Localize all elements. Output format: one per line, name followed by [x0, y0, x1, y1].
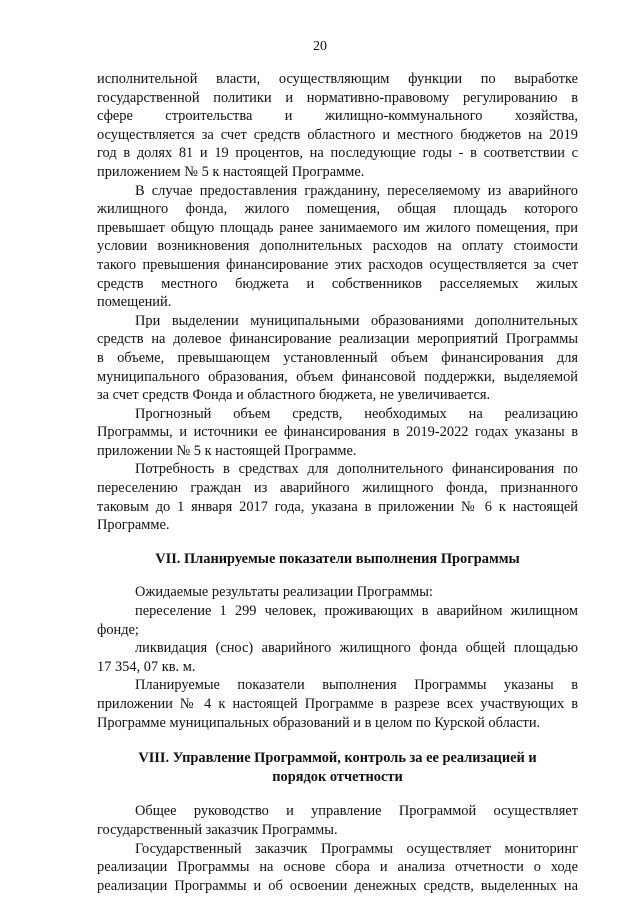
section-8-heading-line: порядок отчетности [272, 768, 403, 785]
section-7-body [97, 583, 578, 732]
text-line: осуществляется за счет средств областного и местного бюджетов на 2019 [97, 126, 578, 143]
text-line: реализации Программы на основе сбора и анализа отчетности о ходе [97, 859, 578, 876]
page-number: 20 [313, 39, 327, 54]
text-line: В случае предоставления гражданину, переселяемому из аварийного [135, 182, 578, 199]
text-line: муниципального образования, объем финансовой поддержки, выделяемой [97, 368, 578, 385]
text-line: переселению граждан из аварийного жилищного фонда, признанного [97, 480, 578, 497]
text-line: Программе муниципальных образований и в целом по Курской области. [97, 714, 541, 731]
text-line: в объеме, превышающем установленный объем финансирования для [97, 349, 578, 366]
text-line: Государственный заказчик Программы осуществляет мониторинг [135, 840, 578, 857]
text-line: условии возникновения дополнительных расходов на оплату стоимости [97, 238, 578, 255]
text-line: год в долях 81 и 19 процентов, на последующие годы - в соответствии с [97, 145, 578, 162]
text-line: приложением № 5 к настоящей Программе. [97, 163, 365, 180]
text-line: Планируемые показатели выполнения Программы указаны в [135, 677, 578, 694]
text-line: Ожидаемые результаты реализации Программы: [135, 584, 433, 601]
text-line: Потребность в средствах для дополнительного финансирования по [135, 461, 578, 478]
paragraph-forecast-volume [97, 405, 578, 461]
document-body [97, 70, 578, 895]
text-line: Программы, и источники ее финансирования в 2019-2022 годах указаны в [97, 424, 578, 441]
section-8-heading [97, 749, 578, 786]
text-line: таковым до 1 января 2017 года, указана в приложении № 6 к настоящей [97, 498, 578, 515]
text-line: приложении № 4 к настоящей Программе в разрезе всех участвующих в [97, 696, 578, 712]
section-7-heading: VII. Планируемые показатели выполнения Программы [155, 550, 520, 567]
text-line: ликвидация (снос) аварийного жилищного фонда общей площадью [135, 640, 578, 657]
text-line: средств местного бюджета и собственников расселяемых жилых [97, 275, 578, 292]
text-line: Общее руководство и управление Программой осуществляет [135, 803, 578, 820]
text-line: переселение 1 299 человек, проживающих в аварийном жилищном [135, 603, 578, 620]
text-line: государственный заказчик Программы. [97, 821, 338, 838]
text-line: исполнительной власти, осуществляющим функции по выработке [97, 71, 578, 87]
text-line: Прогнозный объем средств, необходимых на реализацию [135, 405, 578, 422]
text-line: При выделении муниципальными образованиями дополнительных [135, 312, 578, 329]
text-line: 17 354, 07 кв. м. [97, 658, 196, 675]
paragraph-additional-funds [97, 312, 578, 405]
paragraph-excess-area [97, 182, 578, 312]
text-line: жилищного фонда, жилого помещения, общая площадь которого [97, 201, 578, 218]
text-line: приложении № 5 к настоящей Программе. [97, 442, 357, 459]
text-line: средств на долевое финансирование реализации мероприятий Программы [97, 331, 578, 348]
section-8-body [97, 802, 578, 895]
text-line: такого превышения финансирование этих расходов осуществляется за счет [97, 256, 578, 273]
text-line: Программе. [97, 517, 170, 534]
text-line: реализации Программы и об освоении денежных средств, выделенных на [97, 877, 578, 894]
text-line: превышает общую площадь ранее занимаемого им жилого помещения, при [97, 219, 578, 236]
text-line: государственной политики и нормативно-правовому регулированию в [97, 89, 578, 106]
text-line: фонде; [97, 621, 139, 638]
paragraph-budget-shares [97, 70, 578, 182]
section-8-heading-line: VIII. Управление Программой, контроль за ее реализацией и [138, 750, 537, 767]
text-line: за счет средств Фонда и областного бюджета, не увеличивается. [97, 387, 491, 404]
paragraph-additional-needs [97, 460, 578, 534]
text-line: помещений. [97, 294, 172, 311]
text-line: сфере строительства и жилищно-коммунального хозяйства, [97, 108, 578, 125]
